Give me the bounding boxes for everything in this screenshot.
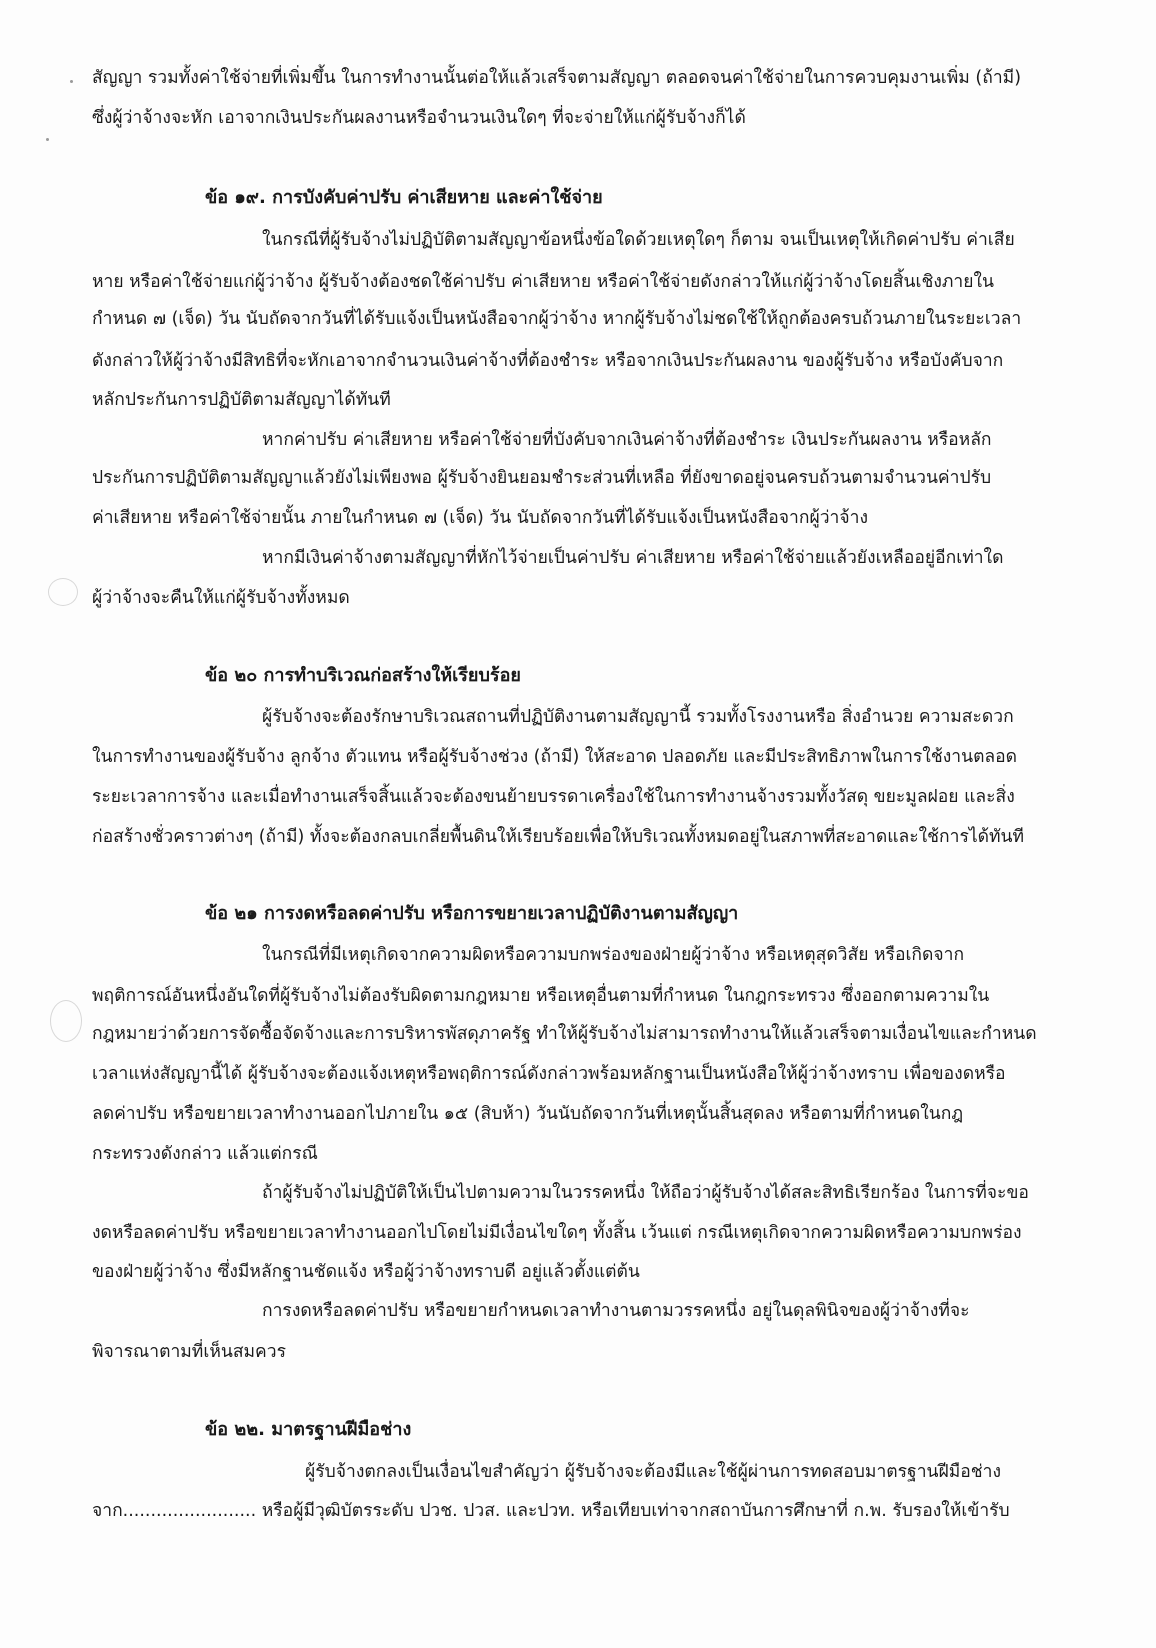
section-21-line: การงดหรือลดค่าปรับ หรือขยายกำหนดเวลาทำงานตามวรรคหนึ่ง อยู่ในดุลพินิจของผู้ว่าจ้างที่จะ bbox=[262, 1301, 970, 1321]
section-21-line: กระทรวงดังกล่าว แล้วแต่กรณี bbox=[92, 1144, 318, 1164]
section-19-line: ดังกล่าวให้ผู้ว่าจ้างมีสิทธิที่จะหักเอาจากจำนวนเงินค่าจ้างที่ต้องชำระ หรือจากเงินประกันผลงาน ของผู้รับจ้าง หรือบังคับจาก bbox=[92, 351, 1004, 371]
scan-speck bbox=[46, 138, 49, 141]
section-21-line: เวลาแห่งสัญญานี้ได้ ผู้รับจ้างจะต้องแจ้งเหตุหรือพฤติการณ์ดังกล่าวพร้อมหลักฐานเป็นหนังสือให้ผู้ว่าจ้างทราบ เพื่อของดหรือ bbox=[92, 1064, 1006, 1084]
section-20-heading: ข้อ ๒๐ การทำบริเวณก่อสร้างให้เรียบร้อย bbox=[205, 665, 521, 686]
section-21-line: ในกรณีที่มีเหตุเกิดจากความผิดหรือความบกพร่องของฝ่ายผู้ว่าจ้าง หรือเหตุสุดวิสัย หรือเกิดจาก bbox=[262, 945, 965, 965]
section-19-line: หาย หรือค่าใช้จ่ายแก่ผู้ว่าจ้าง ผู้รับจ้างต้องชดใช้ค่าปรับ ค่าเสียหาย หรือค่าใช้จ่ายดังกล่าวให้แก่ผู้ว่าจ้างโดยสิ้นเชิงภายใน bbox=[92, 272, 994, 292]
section-22-line: ผู้รับจ้างตกลงเป็นเงื่อนไขสำคัญว่า ผู้รับจ้างจะต้องมีและใช้ผู้ผ่านการทดสอบมาตรฐานฝีมือช่าง bbox=[305, 1462, 1002, 1482]
section-19-line: ผู้ว่าจ้างจะคืนให้แก่ผู้รับจ้างทั้งหมด bbox=[92, 588, 350, 608]
intro-line-1: สัญญา รวมทั้งค่าใช้จ่ายที่เพิ่มขึ้น ในการทำงานนั้นต่อให้แล้วเสร็จตามสัญญา ตลอดจนค่าใช้จ่ายในการควบคุมงานเพิ่ม (ถ้ามี) bbox=[92, 68, 1022, 88]
scan-smudge bbox=[50, 1000, 82, 1042]
section-20-line: ผู้รับจ้างจะต้องรักษาบริเวณสถานที่ปฏิบัติงานตามสัญญานี้ รวมทั้งโรงงานหรือ สิ่งอำนวย ความสะดวก bbox=[262, 707, 1014, 727]
section-19-line: ค่าเสียหาย หรือค่าใช้จ่ายนั้น ภายในกำหนด ๗ (เจ็ด) วัน นับถัดจากวันที่ได้รับแจ้งเป็นหนังสือจากผู้ว่าจ้าง bbox=[92, 508, 868, 528]
section-21-heading: ข้อ ๒๑ การงดหรือลดค่าปรับ หรือการขยายเวลาปฏิบัติงานตามสัญญา bbox=[205, 903, 739, 924]
section-21-line: พิจารณาตามที่เห็นสมควร bbox=[92, 1342, 286, 1362]
section-19-line: ในกรณีที่ผู้รับจ้างไม่ปฏิบัติตามสัญญาข้อหนึ่งข้อใดด้วยเหตุใดๆ ก็ตาม จนเป็นเหตุให้เกิดค่าปรับ ค่าเสีย bbox=[262, 230, 1015, 250]
section-22-line: จาก........................ หรือผู้มีวุฒิบัตรระดับ ปวช. ปวส. และปวท. หรือเทียบเท่าจากสถาบันการศึกษาที่ ก.พ. รับรองให้เข้ารับ bbox=[92, 1501, 1010, 1521]
section-19-line: หลักประกันการปฏิบัติตามสัญญาได้ทันที bbox=[92, 390, 391, 410]
scan-smudge bbox=[48, 578, 78, 606]
section-19-line: กำหนด ๗ (เจ็ด) วัน นับถัดจากวันที่ได้รับแจ้งเป็นหนังสือจากผู้ว่าจ้าง หากผู้รับจ้างไม่ชดใช้ให้ถูกต้องครบถ้วนภายในระยะเวลา bbox=[92, 309, 1022, 329]
section-21-line: งดหรือลดค่าปรับ หรือขยายเวลาทำงานออกไปโดยไม่มีเงื่อนไขใดๆ ทั้งสิ้น เว้นแต่ กรณีเหตุเกิดจากความผิดหรือความบกพร่อง bbox=[92, 1223, 1022, 1243]
section-20-line: ในการทำงานของผู้รับจ้าง ลูกจ้าง ตัวแทน หรือผู้รับจ้างช่วง (ถ้ามี) ให้สะอาด ปลอดภัย และมีประสิทธิภาพในการใช้งานตลอด bbox=[92, 747, 1018, 767]
section-19-line: ประกันการปฏิบัติตามสัญญาแล้วยังไม่เพียงพอ ผู้รับจ้างยินยอมชำระส่วนที่เหลือ ที่ยังขาดอยู่จนครบถ้วนตามจำนวนค่าปรับ bbox=[92, 468, 992, 488]
section-19-heading: ข้อ ๑๙. การบังคับค่าปรับ ค่าเสียหาย และค่าใช้จ่าย bbox=[205, 187, 603, 208]
section-22-heading: ข้อ ๒๒. มาตรฐานฝีมือช่าง bbox=[205, 1419, 412, 1440]
intro-line-2: ซึ่งผู้ว่าจ้างจะหัก เอาจากเงินประกันผลงานหรือจำนวนเงินใดๆ ที่จะจ่ายให้แก่ผู้รับจ้างก็ได้ bbox=[92, 108, 746, 128]
section-21-line: ลดค่าปรับ หรือขยายเวลาทำงานออกไปภายใน ๑๕ (สิบห้า) วันนับถัดจากวันที่เหตุนั้นสิ้นสุดลง หรือตามที่กำหนดในกฎ bbox=[92, 1104, 964, 1124]
section-21-line: ถ้าผู้รับจ้างไม่ปฏิบัติให้เป็นไปตามความในวรรคหนึ่ง ให้ถือว่าผู้รับจ้างได้สละสิทธิเรียกร้อง ในการที่จะขอ bbox=[262, 1183, 1029, 1203]
section-21-line: พฤติการณ์อันหนึ่งอันใดที่ผู้รับจ้างไม่ต้องรับผิดตามกฎหมาย หรือเหตุอื่นตามที่กำหนด ในกฎกระทรวง ซึ่งออกตามความใน bbox=[92, 986, 990, 1006]
section-19-line: หากค่าปรับ ค่าเสียหาย หรือค่าใช้จ่ายที่บังคับจากเงินค่าจ้างที่ต้องชำระ เงินประกันผลงาน หรือหลัก bbox=[262, 430, 992, 450]
scan-speck bbox=[70, 80, 73, 83]
section-20-line: ระยะเวลาการจ้าง และเมื่อทำงานเสร็จสิ้นแล้วจะต้องขนย้ายบรรดาเครื่องใช้ในการทำงานจ้างรวมทั้งวัสดุ ขยะมูลฝอย และสิ่ง bbox=[92, 787, 1015, 807]
section-21-line: ของฝ่ายผู้ว่าจ้าง ซึ่งมีหลักฐานชัดแจ้ง หรือผู้ว่าจ้างทราบดี อยู่แล้วตั้งแต่ต้น bbox=[92, 1262, 640, 1282]
section-21-line: กฎหมายว่าด้วยการจัดซื้อจัดจ้างและการบริหารพัสดุภาครัฐ ทำให้ผู้รับจ้างไม่สามารถทำงานให้แล้วเสร็จตามเงื่อนไขและกำหนด bbox=[92, 1024, 1037, 1044]
section-20-line: ก่อสร้างชั่วคราวต่างๆ (ถ้ามี) ทั้งจะต้องกลบเกลี่ยพื้นดินให้เรียบร้อยเพื่อให้บริเวณทั้งหมดอยู่ในสภาพที่สะอาดและใช้การได้ทันที bbox=[92, 827, 1025, 847]
section-19-line: หากมีเงินค่าจ้างตามสัญญาที่หักไว้จ่ายเป็นค่าปรับ ค่าเสียหาย หรือค่าใช้จ่ายแล้วยังเหลืออยู่อีกเท่าใด bbox=[262, 548, 1004, 568]
